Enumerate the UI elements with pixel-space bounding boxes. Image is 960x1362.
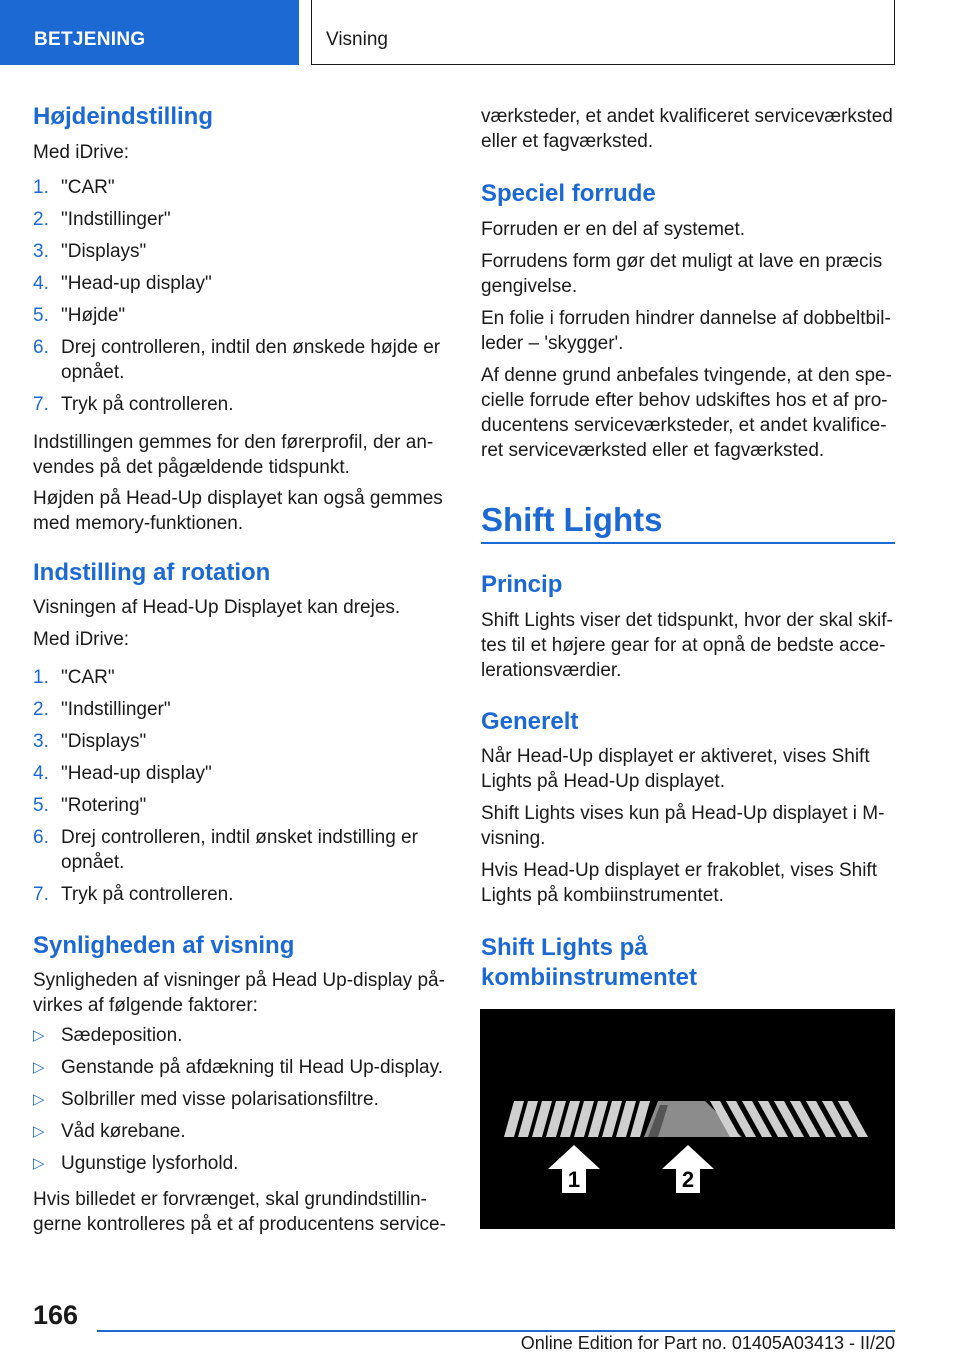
list-text: "Displays" [61, 731, 147, 752]
list-number: 4. [33, 273, 49, 294]
list-number: 3. [33, 731, 49, 752]
paragraph: Shift Lights vises kun på Head-Up displayet i M- visning. [481, 803, 885, 849]
list-text: Drej controlleren, indtil den ønskede højde er opnået. [61, 337, 441, 383]
shift-light-bars-left [504, 1101, 650, 1137]
triangle-bullet-icon: ▷ [33, 1027, 45, 1044]
chapter-title-shift-lights: Shift Lights [481, 501, 663, 538]
arrow-2-icon [662, 1145, 714, 1193]
heading-generelt: Generelt [481, 708, 579, 735]
paragraph: Forrudens form gør det muligt at lave en præcis gengivelse. [481, 251, 883, 297]
triangle-bullet-icon: ▷ [33, 1155, 45, 1172]
arrow-1-label: 1 [567, 1167, 581, 1192]
shift-light-bars-right [710, 1101, 868, 1137]
chapter-rule [481, 542, 895, 544]
paragraph: Med iDrive: [33, 629, 130, 650]
chapter-header: Visning [311, 0, 895, 65]
list-text: "Indstillinger" [61, 209, 171, 230]
list-number: 3. [33, 241, 49, 262]
paragraph: Højden på Head-Up displayet kan også gemmes med memory-funktionen. [33, 488, 443, 534]
bullet-text: Ugunstige lysforhold. [61, 1153, 239, 1174]
list-text: "Indstillinger" [61, 699, 171, 720]
bullet-text: Genstande på afdækning til Head Up-display. [61, 1057, 443, 1078]
list-text: "Rotering" [61, 795, 147, 816]
list-text: Drej controlleren, indtil ønsket indstilling er opnået. [61, 827, 418, 873]
list-number: 7. [33, 394, 49, 415]
arrow-1-icon [548, 1145, 600, 1193]
section-tab: BETJENING [0, 0, 299, 65]
paragraph: Hvis Head-Up displayet er frakoblet, vises Shift Lights på kombiinstrumentet. [481, 860, 877, 906]
list-text: "Displays" [61, 241, 147, 262]
bullet-text: Solbriller med visse polarisationsfiltre. [61, 1089, 379, 1110]
bullet-text: Våd kørebane. [61, 1121, 186, 1142]
heading-speciel-forrude: Speciel forrude [481, 180, 656, 207]
list-text: "Head-up display" [61, 273, 212, 294]
footer-rule [97, 1330, 895, 1332]
triangle-bullet-icon: ▷ [33, 1059, 45, 1076]
paragraph: Synligheden af visninger på Head Up-display på- virkes af følgende faktorer: [33, 970, 445, 1016]
triangle-bullet-icon: ▷ [33, 1123, 45, 1140]
shift-lights-figure [480, 1009, 895, 1229]
arrow-2-label: 2 [681, 1167, 695, 1192]
heading-kombiinstrumentet: Shift Lights på kombiinstrumentet [481, 934, 698, 991]
list-number: 6. [33, 827, 49, 848]
heading-rotation: Indstilling af rotation [33, 559, 271, 586]
paragraph: Shift Lights viser det tidspunkt, hvor der skal skif- tes til et højere gear for at opnå de bedste acce- lerationsværdier. [481, 610, 893, 681]
list-text: Tryk på controlleren. [61, 884, 234, 905]
list-text: "Højde" [61, 305, 126, 326]
shift-lights-illustration [480, 1009, 895, 1229]
list-text: Tryk på controlleren. [61, 394, 234, 415]
heading-visibility: Synligheden af visning [33, 932, 295, 959]
footer-edition: Online Edition for Part no. 01405A03413 - II/20 [520, 1333, 895, 1353]
page-number: 166 [33, 1300, 79, 1330]
list-text: "CAR" [61, 177, 115, 198]
paragraph: Indstillingen gemmes for den førerprofil, der an- vendes på det pågældende tidspunkt. [33, 432, 434, 478]
paragraph: Af denne grund anbefales tvingende, at den spe- cielle forrude efter behov udskiftes hos et af pro- ducentens serviceværksteder, et andet kvalifice- ret serviceværksted eller et fagværksted. [481, 365, 892, 461]
list-number: 2. [33, 699, 49, 720]
paragraph: Forruden er en del af systemet. [481, 219, 746, 240]
paragraph: Hvis billedet er forvrænget, skal grundindstillin- gerne kontrolleres på et af producentens service- [33, 1189, 446, 1235]
paragraph: Med iDrive: [33, 142, 130, 163]
triangle-bullet-icon: ▷ [33, 1091, 45, 1108]
paragraph: Visningen af Head-Up Displayet kan drejes. [33, 597, 401, 618]
list-number: 2. [33, 209, 49, 230]
list-number: 4. [33, 763, 49, 784]
heading-hoejdeindstilling: Højdeindstilling [33, 103, 213, 130]
list-text: "CAR" [61, 667, 115, 688]
list-text: "Head-up display" [61, 763, 212, 784]
list-number: 6. [33, 337, 49, 358]
bullet-text: Sædeposition. [61, 1025, 183, 1046]
paragraph: En folie i forruden hindrer dannelse af dobbeltbil- leder – 'skygger'. [481, 308, 891, 354]
heading-princip: Princip [481, 571, 563, 598]
paragraph: værksteder, et andet kvalificeret serviceværksted eller et fagværksted. [481, 106, 893, 152]
list-number: 5. [33, 305, 49, 326]
list-number: 1. [33, 667, 49, 688]
list-number: 1. [33, 177, 49, 198]
list-number: 7. [33, 884, 49, 905]
list-number: 5. [33, 795, 49, 816]
paragraph: Når Head-Up displayet er aktiveret, vises Shift Lights på Head-Up displayet. [481, 746, 870, 792]
